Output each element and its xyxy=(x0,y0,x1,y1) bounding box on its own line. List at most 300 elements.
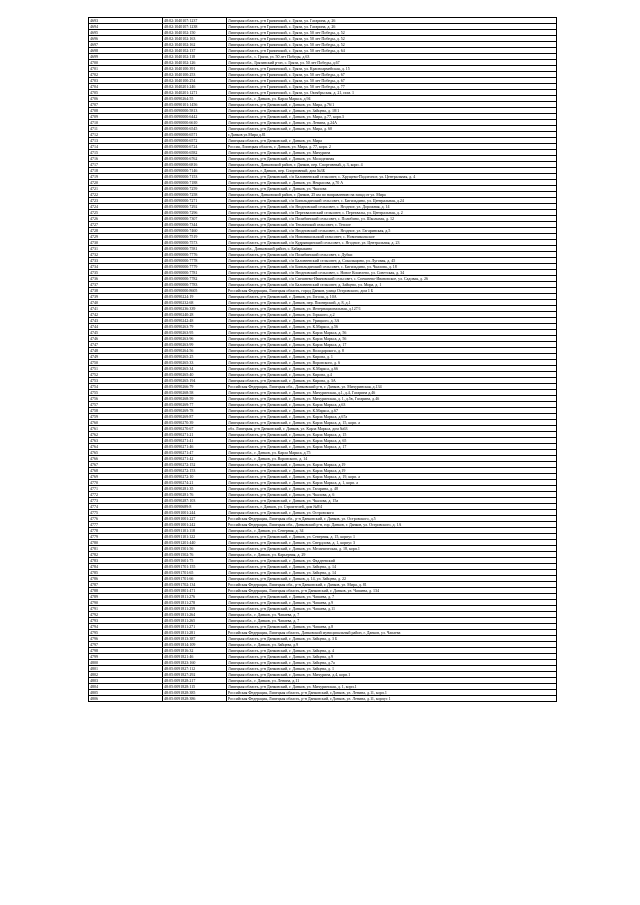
address-cell: Липецкая область, р-н Данковский, г. Данков, ул. Молодежная xyxy=(227,156,557,162)
cadastral-number-cell: 48:05:0090000:6571 xyxy=(163,132,227,138)
address-cell: Липецкая область, р-н Данковский, г. Данков, ул. Володарского, д. 8 xyxy=(227,348,557,354)
address-cell: Липецкая область, р-н Грязинский, с. Грязи, ул. Гагарина, д. 26 xyxy=(227,18,557,24)
row-number-cell: 4748 xyxy=(89,348,163,354)
cadastral-number-cell: 48:05:0091827:292 xyxy=(163,672,227,678)
address-cell: Липецкая область, р-н Данковский, г. Данков, ул. Чкалова, д. 15а xyxy=(227,498,557,504)
address-cell: Липецкая область, р-н Данковский, г. Данков, ул. Зайцева, д.7а xyxy=(227,660,557,666)
address-cell: Липецкая область, р-н Данковский, с/п Баловневский сельсовет, д. Зайцево, ул. Мира, д. 1 xyxy=(227,282,557,288)
cadastral-number-cell: 48:05:0090000:5813 xyxy=(163,108,227,114)
address-cell: Липецкая область, р-н Данковский, г. Данков, ул. Зайцева, д. 14 xyxy=(227,564,557,570)
row-number-cell: 4775 xyxy=(89,510,163,516)
cadastral-number-cell: 48:05:0091702:134 xyxy=(163,582,227,588)
row-number-cell: 4729 xyxy=(89,234,163,240)
row-number-cell: 4806 xyxy=(89,696,163,702)
cadastral-number-cell: 48:05:0090268:59 xyxy=(163,396,227,402)
cadastral-number-cell: 48:05:0090264:55 xyxy=(163,96,227,102)
cadastral-number-cell: 48:05:0090271:21 xyxy=(163,432,227,438)
address-cell: Липецкая область, р-н Данковский, г. Данков, ул. Чапаева, д. 7 xyxy=(227,594,557,600)
cadastral-number-cell: 48:05:0090224:19 xyxy=(163,294,227,300)
cadastral-number-cell: 48:05:0091828:217 xyxy=(163,678,227,684)
cadastral-number-cell: 48:02:1040201:1271 xyxy=(163,90,227,96)
row-number-cell: 4790 xyxy=(89,600,163,606)
row-number-cell: 4728 xyxy=(89,228,163,234)
row-number-cell: 4742 xyxy=(89,312,163,318)
address-cell: Липецкая область, р-н Данковский, г. Данков, ул. Карла Маркса, д. 15, корп. а xyxy=(227,420,557,426)
cadastral-number-cell: 48:05:0090000:6610 xyxy=(163,120,227,126)
cadastral-number-cell: 48:02:1040102:162 xyxy=(163,42,227,48)
row-number-cell: 4757 xyxy=(89,402,163,408)
row-number-cell: 4774 xyxy=(89,504,163,510)
address-cell: Липецкая область, р-н Данковский, с/п Перехваловский сельсовет, с. Перехвалы, ул. Центральная, д. 2 xyxy=(227,210,557,216)
address-cell: Российская Федерация, Липецкая обл., Данковский р-н, г. Данков, ул. Мичуринская, д.134 xyxy=(227,384,557,390)
address-cell: г.Данков ул.Мира д.81 xyxy=(227,132,557,138)
address-cell: Липецкая область, р-н Данковский, с/п Спешнево-Ивановский сельсовет, с. Спешнево-Ивановское, ул. Садовая, д. 26 xyxy=(227,276,557,282)
cadastral-number-cell: 48:05:0090240:28 xyxy=(163,312,227,318)
address-cell: Липецкая область, р-н Грязинский, с. Грязи, ул. 50 лет Победы, д. 64 xyxy=(227,48,557,54)
row-number-cell: 4711 xyxy=(89,126,163,132)
row-number-cell: 4789 xyxy=(89,594,163,600)
address-cell: Липецкая область, р-н Данковский, г. Данков, ул. Островского xyxy=(227,510,557,516)
cadastral-number-cell: 48:05:0091828:385 xyxy=(163,690,227,696)
cadastral-number-cell: 48:02:1040100:391 xyxy=(163,66,227,72)
address-cell: Липецкая обл., г. Данков, ул. Карла Маркса, д.75 xyxy=(227,450,557,456)
cadastral-number-cell: 48:02:1040100:254 xyxy=(163,78,227,84)
row-number-cell: 4727 xyxy=(89,222,163,228)
address-cell: Липецкая область, р-н Данковский, г. Данков, ул. Карла Маркса, д.19 xyxy=(227,462,557,468)
cadastral-number-cell: 48:05:0091823:160 xyxy=(163,660,227,666)
cadastral-number-cell: 48:05:0091828:386 xyxy=(163,696,227,702)
address-cell: Липецкая область, р-н Данковский, г. Данков, ул. Чкалова, д. 6 xyxy=(227,492,557,498)
row-number-cell: 4772 xyxy=(89,492,163,498)
address-cell: Липецкая область, р-н Данковский, г. Данков, ул. Зайцева, д. 3 Б xyxy=(227,636,557,642)
row-number-cell: 4776 xyxy=(89,516,163,522)
cadastral-number-cell: 48:05:0090265:40 xyxy=(163,372,227,378)
cadastral-number-cell: 48:05:0091101:122 xyxy=(163,534,227,540)
address-cell: Липецкая область, р-н Данковский, с/п Баловневский сельсовет, д. Сокольщино, ул. Луговая, д. 45 xyxy=(227,258,557,264)
row-number-cell: 4702 xyxy=(89,72,163,78)
address-cell: Липецкая область, р-н Данковский, г. Данков, ул. Карла Маркса, д.63 xyxy=(227,402,557,408)
registry-table xyxy=(88,17,557,702)
address-cell: Липецкая область, р-н Данковский, г. Данков, ул. Мичурина, д.4, корп.1 xyxy=(227,672,557,678)
cadastral-number-cell: 48:05:0090265:25 xyxy=(163,354,227,360)
cadastral-number-cell: 48:05:0090265:194 xyxy=(163,378,227,384)
address-cell: Липецкая область, р-н Данковский, г. Данков, ул. Карла Маркса, д.19 xyxy=(227,468,557,474)
row-number-cell: 4694 xyxy=(89,24,163,30)
row-number-cell: 4788 xyxy=(89,588,163,594)
row-number-cell: 4764 xyxy=(89,444,163,450)
row-number-cell: 4705 xyxy=(89,90,163,96)
address-cell: Липецкая область, р-н Данковский, с/п Ягодновский сельсовет, с. Ягодное, ул. Дорожная, д. 14 xyxy=(227,204,557,210)
cadastral-number-cell: 48:05:0090264:56 xyxy=(163,348,227,354)
row-number-cell: 4740 xyxy=(89,300,163,306)
row-number-cell: 4751 xyxy=(89,366,163,372)
cadastral-number-cell: 48:05:0090281:35 xyxy=(163,486,227,492)
cadastral-number-cell: 48:05:0090271:41 xyxy=(163,438,227,444)
row-number-cell: 4699 xyxy=(89,54,163,60)
address-cell: Липецкая область, р-н Данковский, г. Данков, ул. Горького, д.2 xyxy=(227,312,557,318)
address-cell: Липецкая область, р-н Грязинский, с. Грязи, ул. 50 лет Победы, д. 67 xyxy=(227,78,557,84)
row-number-cell: 4780 xyxy=(89,540,163,546)
row-number-cell: 4701 xyxy=(89,66,163,72)
cadastral-number-cell: 48:05:0090272:10 xyxy=(163,474,227,480)
address-cell: Липецкая область, г. Данков, пер. Спортивный, дом №3Б xyxy=(227,168,557,174)
row-number-cell: 4722 xyxy=(89,192,163,198)
row-number-cell: 4696 xyxy=(89,36,163,42)
row-number-cell: 4720 xyxy=(89,180,163,186)
cadastral-number-cell: 48:05:0091811:276 xyxy=(163,594,227,600)
address-cell: Липецкая область, р-н Грязинский, с. Грязи, ул. Красноармейская, д. 15 xyxy=(227,66,557,72)
cadastral-number-cell: 48:05:0091502:76 xyxy=(163,552,227,558)
address-cell: Липецкая область, р-н Данковский, г. Данков, ул. Кирова, д. 1 xyxy=(227,354,557,360)
row-number-cell: 4724 xyxy=(89,204,163,210)
row-number-cell: 4736 xyxy=(89,276,163,282)
cadastral-number-cell: 48:05:0090269:77 xyxy=(163,402,227,408)
row-number-cell: 4735 xyxy=(89,270,163,276)
cadastral-number-cell: 48:05:0091821:46 xyxy=(163,654,227,660)
cadastral-number-cell: 48:05:0091101:118 xyxy=(163,528,227,534)
cadastral-number-cell: 48:05:0090000:7188 xyxy=(163,180,227,186)
cadastral-number-cell: 48:05:0090281:76 xyxy=(163,492,227,498)
row-number-cell: 4739 xyxy=(89,294,163,300)
row-number-cell: 4734 xyxy=(89,264,163,270)
address-cell: Липецкая область, Данковский район, г. Данков, пер. Спортивный, д. 3, корп. 4 xyxy=(227,162,557,168)
row-number-cell: 4783 xyxy=(89,558,163,564)
address-cell: Липецкая обл., г. Данков, ул. Карла Маркса, д.94 xyxy=(227,96,557,102)
address-cell: Липецкая область, р-н Данковский, г. Данков, ул. Зайцева, д. 4 xyxy=(227,648,557,654)
cadastral-number-cell: 48:05:0090000:7259 xyxy=(163,186,227,192)
row-number-cell: 4782 xyxy=(89,552,163,558)
cadastral-number-cell: 48:05:0090689:8 xyxy=(163,504,227,510)
row-number-cell: 4717 xyxy=(89,162,163,168)
address-cell: Липецкая обл., с. Грязи, ул. 50 лет Победы, д.63 xyxy=(227,54,557,60)
address-cell: Российская Федерация, Липецкая обл., р-н Данковский, г. Данков, ул. Мира, д. 81 xyxy=(227,582,557,588)
cadastral-number-cell: 48:05:0090000:7460 xyxy=(163,228,227,234)
row-number-cell: 4767 xyxy=(89,462,163,468)
address-cell: Липецкая область, р-н Данковский, г. Данков, ул. Мира, д. 60 xyxy=(227,126,557,132)
row-number-cell: 4755 xyxy=(89,390,163,396)
cadastral-number-cell: 48:05:0090266:79 xyxy=(163,384,227,390)
cadastral-number-cell: 48:05:0091827:112 xyxy=(163,666,227,672)
address-cell: Липецкая область, р-н Данковский, г. Данков, ул. Чапаева, д.9 xyxy=(227,600,557,606)
row-number-cell: 4799 xyxy=(89,654,163,660)
row-number-cell: 4725 xyxy=(89,210,163,216)
cadastral-number-cell: 48:05:0090242:48 xyxy=(163,318,227,324)
cadastral-number-cell: 48:05:0090000:6545 xyxy=(163,126,227,132)
cadastral-number-cell: 48:05:0091811:264 xyxy=(163,612,227,618)
row-number-cell: 4794 xyxy=(89,624,163,630)
cadastral-number-cell: 48:02:1040102:126 xyxy=(163,60,227,66)
cadastral-number-cell: 48:05:0090000:7307 xyxy=(163,216,227,222)
cadastral-number-cell: 48:05:0090000:7344 xyxy=(163,222,227,228)
cadastral-number-cell: 48:05:0090269:78 xyxy=(163,408,227,414)
cadastral-number-cell: 48:05:0091811:278 xyxy=(163,600,227,606)
cadastral-number-cell: 48:05:0090000:7776 xyxy=(163,252,227,258)
row-number-cell: 4721 xyxy=(89,186,163,192)
row-number-cell: 4760 xyxy=(89,420,163,426)
row-number-cell: 4795 xyxy=(89,630,163,636)
cadastral-number-cell: 48:05:0091501:56 xyxy=(163,546,227,552)
row-number-cell: 4803 xyxy=(89,678,163,684)
address-cell: Липецкая область, р-н Данковский, с/п Ягодновский сельсовет, с. Новое Кошелево, ул. Советская, д. 34 xyxy=(227,270,557,276)
cadastral-number-cell: 48:05:0090269:87 xyxy=(163,414,227,420)
address-cell: Липецкая область, р-н Данковский, г. Данков, ул. Интернациональная, д.127/1 xyxy=(227,306,557,312)
address-cell: Липецкая обл., г. Данков, ул. Чапаева, д. 7 xyxy=(227,612,557,618)
row-number-cell: 4762 xyxy=(89,432,163,438)
row-number-cell: 4769 xyxy=(89,474,163,480)
address-cell: Липецкая область, р-н Данковский, г. Данков, ул. Карла Маркса, д. 15 xyxy=(227,432,557,438)
cadastral-number-cell: 48:05:0090271:46 xyxy=(163,444,227,450)
address-cell: Российская Федерация, Липецкая обл., Данковский р-н, гор. Данков, г. Данков, ул. Островского, д. 1А xyxy=(227,522,557,528)
registry-table-body xyxy=(89,18,557,702)
row-number-cell: 4759 xyxy=(89,414,163,420)
address-cell: Липецкая обл., г. Данков, ул. Карьерная, д. 29 xyxy=(227,552,557,558)
row-number-cell: 4726 xyxy=(89,216,163,222)
address-cell: Липецкая область, р-н Данковский, г. Данков, ул. Гоголя, д. 10А xyxy=(227,294,557,300)
address-cell: Липецкая область, р-н Данковский, г. Данков, ул. Кирова, д.4 xyxy=(227,372,557,378)
cadastral-number-cell: 48:05:0091201:440 xyxy=(163,540,227,546)
row-number-cell: 4732 xyxy=(89,252,163,258)
address-cell: Липецкая область, р-н Грязинский, с. Грязи, ул. 50 лет Победы, д. 52 xyxy=(227,30,557,36)
address-cell: Липецкая область, р-н Грязинский, с. Грязи, ул. 50 лет Победы, д. 77 xyxy=(227,84,557,90)
address-cell: Липецкая область, р-н Данковский, г. Данков, ул. Гагарина, д. 48 xyxy=(227,486,557,492)
cadastral-number-cell: 48:05:0090000:7573 xyxy=(163,240,227,246)
row-number-cell: 4805 xyxy=(89,690,163,696)
address-cell: Липецкая область, р-н Данковский, г. Данков, ул. Карла Маркса, д. 56 xyxy=(227,330,557,336)
cadastral-number-cell: 48:02:1040102:118 xyxy=(163,54,227,60)
address-cell: Липецкая обл., г. Данков, ул. Чапаева, д. 7 xyxy=(227,618,557,624)
cadastral-number-cell: 48:05:0090271:42 xyxy=(163,456,227,462)
address-cell: Липецкая область, р-н Данковский, с/п Полибинский сельсовет, с. Дубки xyxy=(227,252,557,258)
cadastral-number-cell: 48:05:0090000:6816 xyxy=(163,162,227,168)
row-number-cell: 4704 xyxy=(89,84,163,90)
row-number-cell: 4737 xyxy=(89,282,163,288)
row-number-cell: 4763 xyxy=(89,438,163,444)
row-number-cell: 4700 xyxy=(89,60,163,66)
address-cell: Российская Федерация, Липецкая область, Данковский муниципальный район, г. Данков, ул. Чапаева xyxy=(227,630,557,636)
address-cell: Липецкая область, р-н Данковский, г. Данков, ул. Мира xyxy=(227,138,557,144)
row-number-cell: 4712 xyxy=(89,132,163,138)
cadastral-number-cell: 48:05:0090272:152 xyxy=(163,462,227,468)
cadastral-number-cell: 48:05:0090272:153 xyxy=(163,468,227,474)
row-number-cell: 4730 xyxy=(89,240,163,246)
address-cell: Липецкая область, р-н Данковский, г. Данков, ул. Чапаева, д.8 xyxy=(227,624,557,630)
cadastral-number-cell: 48:05:0091811:265 xyxy=(163,618,227,624)
cadastral-number-cell: 48:02:1040107:1237 xyxy=(163,18,227,24)
row-number-cell: 4703 xyxy=(89,78,163,84)
row-number-cell: 4792 xyxy=(89,612,163,618)
address-cell: Липецкая область, р-н Данковский, г. Данков, ул. К.Маркса, д.56 xyxy=(227,324,557,330)
row-number-cell: 4777 xyxy=(89,522,163,528)
cadastral-number-cell: 48:05:0090000:7581 xyxy=(163,246,227,252)
row-number-cell: 4744 xyxy=(89,324,163,330)
address-cell: Липецкая область, г. Данков, ул. Строителей, дом №8/4 xyxy=(227,504,557,510)
address-cell: Липецкая область, р-н Грязинский, с. Грязи, ул. 50 лет Победы, д. 67 xyxy=(227,72,557,78)
row-number-cell: 4758 xyxy=(89,408,163,414)
address-cell: Российская Федерация, Липецкая обл., р-н Данковский, г. Данков, ул. Островского, д.5 xyxy=(227,516,557,522)
cadastral-number-cell: 48:05:0091828:115 xyxy=(163,684,227,690)
row-number-cell: 4698 xyxy=(89,48,163,54)
row-number-cell: 4797 xyxy=(89,642,163,648)
row-number-cell: 4779 xyxy=(89,534,163,540)
row-number-cell: 4756 xyxy=(89,396,163,402)
row-number-cell: 4714 xyxy=(89,144,163,150)
row-number-cell: 4750 xyxy=(89,360,163,366)
cadastral-number-cell: 48:05:0091701:155 xyxy=(163,564,227,570)
address-cell: Липецкая область, р-н Данковский, г. Данков, ул. Зайцева, д. 18/1 xyxy=(227,108,557,114)
address-cell: Липецкая обл., г. Данков, ул. Ленина, д.11 xyxy=(227,678,557,684)
row-number-cell: 4693 xyxy=(89,18,163,24)
address-cell: Липецкая область, р-н Данковский, г. Данков, ул. Зайцева, д. 1 xyxy=(227,666,557,672)
cadastral-number-cell: 48:05:0090268:58 xyxy=(163,390,227,396)
row-number-cell: 4749 xyxy=(89,354,163,360)
cadastral-number-cell: 48:05:0090000:6442 xyxy=(163,114,227,120)
cadastral-number-cell: 48:05:0091801:471 xyxy=(163,588,227,594)
row-number-cell: 4753 xyxy=(89,378,163,384)
row-number-cell: 4800 xyxy=(89,660,163,666)
address-cell: Липецкая область, р-н Данковский, с/п Полибинский сельсовет, с. Полибино, ул. Школьная, д. 12 xyxy=(227,216,557,222)
cadastral-number-cell: 48:05:0091601:75 xyxy=(163,558,227,564)
row-number-cell: 4770 xyxy=(89,480,163,486)
row-number-cell: 4791 xyxy=(89,606,163,612)
row-number-cell: 4733 xyxy=(89,258,163,264)
row-number-cell: 4715 xyxy=(89,150,163,156)
cadastral-number-cell: 48:05:0091816:32 xyxy=(163,648,227,654)
row-number-cell: 4761 xyxy=(89,426,163,432)
cadastral-number-cell: 48:05:0090000:6572 xyxy=(163,138,227,144)
row-number-cell: 4784 xyxy=(89,564,163,570)
row-number-cell: 4786 xyxy=(89,576,163,582)
row-number-cell: 4716 xyxy=(89,156,163,162)
address-cell: Липецкая область, р-н Данковский, г. Данков, ул. Зайцева, д.9 xyxy=(227,654,557,660)
cadastral-number-cell: 48:05:0091001:244 xyxy=(163,510,227,516)
address-cell: Липецкая область, р-н Данковский, г. Данков, ул. К.Маркса, д.67 xyxy=(227,408,557,414)
address-cell: Липецкая область, р-н Данковский, г. Данков, ул. Мира, д.77, корп.3 xyxy=(227,114,557,120)
address-cell: Липецкая область, р-н Грязинский, с. Грязи, ул. Октябрьская, д. 21, пом. 1 xyxy=(227,90,557,96)
address-cell: Липецкая область, р-н Данковский, г. Данков, ул. Свердлова, д. 1, корпус 3 xyxy=(227,540,557,546)
cadastral-number-cell: 48:05:0090000:7783 xyxy=(163,282,227,288)
cadastral-number-cell: 48:05:0090000:7146 xyxy=(163,168,227,174)
cadastral-number-cell: 48:05:0090000:7782 xyxy=(163,276,227,282)
row-number-cell: 4723 xyxy=(89,198,163,204)
address-cell: Липецкая область, р-н Данковский, г. Данков, ул. Карла Маркса, д. 65 xyxy=(227,438,557,444)
cadastral-number-cell: 48:05:0091811:259 xyxy=(163,606,227,612)
cadastral-number-cell: 48:05:0090000:7258 xyxy=(163,192,227,198)
address-cell: Липецкая область, р-н Грязинский, с. Грязи, ул. 50 лет Победы, д. 52 xyxy=(227,36,557,42)
cadastral-number-cell: 48:05:0090000:7781 xyxy=(163,270,227,276)
row-number-cell: 4710 xyxy=(89,120,163,126)
row-number-cell: 4778 xyxy=(89,528,163,534)
table-row xyxy=(89,696,557,702)
address-cell: Липецкая обл., г. Данков, ул. Северная, д. 34 xyxy=(227,528,557,534)
row-number-cell: 4697 xyxy=(89,42,163,48)
row-number-cell: 4745 xyxy=(89,330,163,336)
cadastral-number-cell: 48:02:1040102:150 xyxy=(163,30,227,36)
address-cell: Липецкая область, р-н Данковский, г. Данков, д. 14, ул. Зайцева, д. 22 xyxy=(227,576,557,582)
cadastral-number-cell: 48:05:0090000:7292 xyxy=(163,204,227,210)
cadastral-number-cell: 48:05:0090265:34 xyxy=(163,366,227,372)
address-cell: Липецкая обл., Грязинский р-он, с. Грязи, ул. 50 лет Победы, д.67 xyxy=(227,60,557,66)
row-number-cell: 4771 xyxy=(89,486,163,492)
address-cell: Липецкая область, р-н Данковский, с/п Бигильдинский сельсовет, с. Бигильдино, ул. Чкалова, д. 18 xyxy=(227,264,557,270)
address-cell: Липецкая область, р-н Данковский, с/п Ягодновский сельсовет, с. Ягодное, ул. Гагаринская, д.5 xyxy=(227,228,557,234)
address-cell: Липецкая область, р-н Данковский, г. Данков, ул. Кирова, д. 3А xyxy=(227,378,557,384)
row-number-cell: 4773 xyxy=(89,498,163,504)
address-cell: Липецкая область, Данковский район, г. Данков, 25 км по направлению на запад от ул. Мира xyxy=(227,192,557,198)
row-number-cell: 4754 xyxy=(89,384,163,390)
address-cell: Липецкая область, р-н Данковский, г. Данков, ул. Карла Маркса, д. 1, корп. а xyxy=(227,480,557,486)
address-cell: Липецкая область, р-н Данковский, г. Данков, ул. Фаддеевский xyxy=(227,558,557,564)
row-number-cell: 4718 xyxy=(89,168,163,174)
cadastral-number-cell: 48:02:1040107:1238 xyxy=(163,24,227,30)
address-cell: Липецкая обл., Данковский район, с. Бабарыкино xyxy=(227,246,557,252)
address-cell: Липецкая область, р-н Данковский, г. Данков, ул. К.Маркса, д.66 xyxy=(227,366,557,372)
row-number-cell: 4707 xyxy=(89,102,163,108)
address-cell: Липецкая область, р-н Данковский, г. Данков, ул. Карла Маркса, д. 17 xyxy=(227,342,557,348)
address-cell: Липецкая область, р-н Данковский, с/п Баловневский сельсовет, с. Хрущево-Подлесное, ул. Центральная, д. 4 xyxy=(227,174,557,180)
address-cell: Липецкая область, р-н Данковский, г. Данков, ул. Некрасова, д.70 А xyxy=(227,180,557,186)
cadastral-number-cell: 48:05:0091814:109 xyxy=(163,642,227,648)
address-cell: Липецкая область, р-н Данковский, г. Данков, ул. Урицкого, д. 3А xyxy=(227,318,557,324)
row-number-cell: 4708 xyxy=(89,108,163,114)
address-cell: Липецкая область, р-н Данковский, г. Данков, ул. Карла Маркса, д. 19, корп. а xyxy=(227,474,557,480)
row-number-cell: 4695 xyxy=(89,30,163,36)
cadastral-number-cell: 48:05:0090271:47 xyxy=(163,450,227,456)
cadastral-number-cell: 48:05:0091701:66 xyxy=(163,576,227,582)
address-cell: Липецкая область, р-н Данковский, г. Данков, пер. Пионерский, д. 8, д.1 xyxy=(227,300,557,306)
row-number-cell: 4747 xyxy=(89,342,163,348)
cadastral-number-cell: 48:05:0091701:65 xyxy=(163,570,227,576)
row-number-cell: 4706 xyxy=(89,96,163,102)
address-cell: Липецкая обл., г. Данков, ул. Зайцева, д.9 xyxy=(227,642,557,648)
row-number-cell: 4801 xyxy=(89,666,163,672)
address-cell: Липецкая область, р-н Данковский, г. Данков, ул. Карла Маркса, д. 17 xyxy=(227,444,557,450)
cadastral-number-cell: 48:05:0090270:39 xyxy=(163,420,227,426)
cadastral-number-cell: 48:05:0090265:33 xyxy=(163,360,227,366)
cadastral-number-cell: 48:05:0090000:7778 xyxy=(163,258,227,264)
address-cell: Липецкая область, р-н Данковский, г. Данков, ул. Мичурина xyxy=(227,150,557,156)
row-number-cell: 4785 xyxy=(89,570,163,576)
cadastral-number-cell: 48:05:0090000:7779 xyxy=(163,264,227,270)
cadastral-number-cell: 48:05:0090101:1456 xyxy=(163,102,227,108)
row-number-cell: 4787 xyxy=(89,582,163,588)
address-cell: Липецкая область, р-н Данковский, г. Данков, ул. Мичуринская, д. 1, д.5в, Гагарина, д.46 xyxy=(227,396,557,402)
address-cell: Липецкая область, р-н Данковский, г. Данков, ул. Карла Маркса, д. 56 xyxy=(227,336,557,342)
address-cell: Липецкая область, р-н Данковский, г. Данков, ул. Мичуринская, д.1, д.4, Гагарина д.46 xyxy=(227,390,557,396)
cadastral-number-cell: 48:05:0091001:227 xyxy=(163,516,227,522)
cadastral-number-cell: 48:05:0090000:6762 xyxy=(163,156,227,162)
row-number-cell: 4781 xyxy=(89,546,163,552)
cadastral-number-cell: 48:05:0090000:7271 xyxy=(163,198,227,204)
address-cell: Липецкая область, р-н Данковский, с/п Бигильдинский сельсовет, с. Бигильдино, ул. Центральная, д.24 xyxy=(227,198,557,204)
address-cell: Липецкая область, р-н Данковский, г. Данков, ул. Меланическая, д. 18, корп.1 xyxy=(227,546,557,552)
address-cell: Липецкая область, р-н Данковский, г. Данков, ул. Зайцева, д. 14 xyxy=(227,570,557,576)
cadastral-number-cell: 48:05:0090000:6724 xyxy=(163,144,227,150)
cadastral-number-cell: 48:05:0090270:67 xyxy=(163,426,227,432)
address-cell: Липецкая область, р-н Данковский, г. Данков, ул. Чапаева, д.11 xyxy=(227,606,557,612)
row-number-cell: 4768 xyxy=(89,468,163,474)
cadastral-number-cell: 48:02:1040201:246 xyxy=(163,84,227,90)
row-number-cell: 4731 xyxy=(89,246,163,252)
address-cell: Липецкая область, р-н Грязинский, с. Грязи, ул. Гагарина, д. 26 xyxy=(227,24,557,30)
row-number-cell: 4798 xyxy=(89,648,163,654)
cadastral-number-cell: 48:05:0090000:8605 xyxy=(163,288,227,294)
address-cell: Липецкая область, р-н Данковский, г. Данков, ул. Мичуринская, д. 1, корп.1 xyxy=(227,684,557,690)
address-cell: Липецкая область, р-н Данковский, г. Данков, ул. Чкалова xyxy=(227,186,557,192)
address-cell: Липецкая область, р-н Данковский, с/п Новоникольский сельсовет, с. Новоникольское xyxy=(227,234,557,240)
row-number-cell: 4766 xyxy=(89,456,163,462)
cadastral-number-cell: 48:05:0090236:339 xyxy=(163,306,227,312)
address-cell: Липецкая обл., г. Данков, ул. Воровского, д. 14 xyxy=(227,456,557,462)
